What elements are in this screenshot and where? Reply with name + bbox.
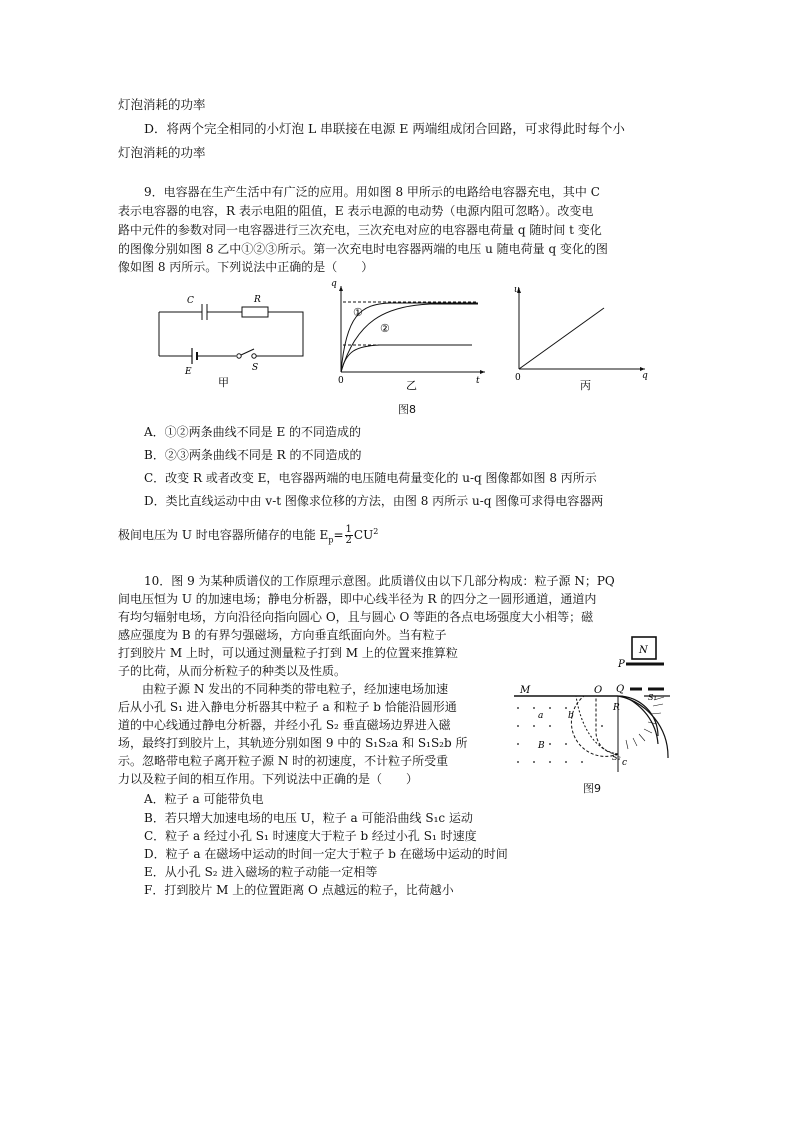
q9-stem-line: 像如图 8 丙所示。下列说法中正确的是（ ） [118,260,374,274]
prev-option-d: D．将两个完全相同的小灯泡 L 串联接在电源 E 两端组成闭合回路，可求得此时每个小 [144,121,625,136]
q10-stem-line: 有均匀辐射电场，方向沿径向指向圆心 O，且与圆心 O 等距的各点电场强度大小相等；磁 [118,610,594,624]
q10-stem-line: 感应强度为 B 的有界匀强磁场，方向垂直纸面向外。当有粒子 [118,628,447,642]
q10-stem-line: 示。忽略带电粒子离开粒子源 N 时的初速度，不计粒子所受重 [118,754,449,768]
label-s2: S₂ [612,753,621,762]
curve-label-1: ① [353,306,363,319]
q9-stem-line: 的图像分别如图 8 乙中①②③所示。第一次充电时电容器两端的电压 u 随电荷量 q 变化的图 [118,242,608,256]
q9-d-sub: p [328,535,334,545]
q10-stem-line: 后从小孔 S₁ 进入静电分析器其中粒子 a 和粒子 b 恰能沿圆形通 [118,700,457,714]
label-n: N [639,645,648,656]
u-q-line [519,308,604,369]
q10-option-b: B．若只增大加速电场的电压 U，粒子 a 可能沿曲线 S₁c 运动 [144,811,473,825]
q10-stem-line: 由粒子源 N 发出的不同种类的带电粒子，经加速电场加速 [118,682,449,696]
axis-label-t: t [476,376,480,386]
prev-text-line: 灯泡消耗的功率 [118,97,206,112]
axis-label-q2: q [642,371,648,381]
label-e: E [185,367,192,377]
curve-label-2: ② [380,322,390,335]
trajectory-a [571,696,618,756]
label-b-field: B [538,741,545,751]
label-s: S [252,363,259,373]
q9-option-c: C．改变 R 或者改变 E，电容器两端的电压随电荷量变化的 u-q 图像都如图 8 丙所示 [144,471,597,485]
graph-bing [517,288,645,371]
figure-9-caption: 图9 [583,782,601,795]
q9-d-eq: = [333,528,344,542]
fraction-denominator: 2 [345,535,352,546]
axis-label-u: u [514,285,520,295]
label-r: R [254,295,261,305]
label-a: a [538,711,544,721]
q9-option-d: D．类比直线运动中由 v-t 图像求位移的方法，由图 8 丙所示 u-q 图像可求得电容器两 [144,494,604,508]
figure-9 [512,634,672,774]
q10-option-c: C．粒子 a 经过小孔 S₁ 时速度大于粒子 b 经过小孔 S₁ 时速度 [144,829,477,843]
prev-option-d-cont: 灯泡消耗的功率 [118,145,206,160]
label-s1: S₁ [648,693,657,702]
label-q: Q [616,684,625,695]
q9-option-b: B．②③两条曲线不同是 R 的不同造成的 [144,448,362,462]
q10-stem-line: 间电压恒为 U 的加速电场；静电分析器，即中心线半径为 R 的四分之一圆形通道，通道内 [118,592,597,606]
q10-stem-line: 10．图 9 为某种质谱仪的工作原理示意图。此质谱仪由以下几部分构成：粒子源 N；PQ [144,574,615,588]
axis-label-q: q [331,279,337,289]
label-c: C [187,296,194,306]
circuit-diagram-jia [159,304,303,364]
resistor-r [242,307,268,317]
q9-d-cu: CU [353,528,374,542]
q10-stem-line: 力以及粒子间的相互作用。下列说法中正确的是（ ） [118,772,419,786]
curve-3 [341,345,472,372]
q9-stem-line: 表示电容器的电容，R 表示电阻的阻值，E 表示电源的电动势（电源内阻可忽略）。改变电 [118,204,594,218]
label-o: O [594,685,603,696]
q10-option-a: A．粒子 a 可能带负电 [144,792,264,806]
label-p: P [618,659,625,670]
q10-option-e: E．从小孔 S₂ 进入磁场的粒子动能一定相等 [144,865,378,879]
graph-yi [339,286,485,374]
q9-option-d-cont [118,524,378,548]
q9-stem-line: 9．电容器在生产生活中有广泛的应用。用如图 8 甲所示的电路给电容器充电，其中 C [144,185,600,199]
fraction-one-half [345,525,353,546]
q10-option-f: F．打到胶片 M 上的位置距离 O 点越远的粒子，比荷越小 [144,883,454,897]
label-r: R [613,703,620,713]
label-yi: 乙 [406,379,417,392]
fraction-numerator: 1 [345,524,352,535]
origin-label: 0 [515,373,521,383]
figure-8 [150,276,660,416]
label-b: b [568,711,574,721]
q10-stem-line: 打到胶片 M 上时，可以通过测量粒子打到 M 上的位置来推算粒 [118,646,458,660]
label-m: M [520,685,531,696]
q10-stem-line: 道的中心线通过静电分析器，并经小孔 S₂ 垂直磁场边界进入磁 [118,718,451,732]
label-c: c [622,758,628,768]
trajectory-c [576,696,618,754]
q9-stem-line: 路中元件的参数对同一电容器进行三次充电，三次充电对应的电容器电荷量 q 随时间 t 变化 [118,223,602,237]
q10-stem-line: 子的比荷，从而分析粒子的种类以及性质。 [118,664,347,678]
q10-option-d: D．粒子 a 在磁场中运动的时间一定大于粒子 b 在磁场中运动的时间 [144,847,508,861]
magnetic-field-dots [517,707,603,763]
q10-stem-line: 场，最终打到胶片上，其轨迹分别如图 9 中的 S₁S₂a 和 S₁S₂b 所 [118,736,468,750]
origin-label: 0 [338,376,344,386]
label-bing: 丙 [580,379,591,392]
label-jia: 甲 [218,376,229,389]
q9-d-sup: 2 [373,527,379,536]
q9-d-text: 极间电压为 U 时电容器所储存的电能 E [118,528,329,542]
q9-option-a: A．①②两条曲线不同是 E 的不同造成的 [144,425,362,439]
figure-8-caption: 图8 [398,403,416,416]
